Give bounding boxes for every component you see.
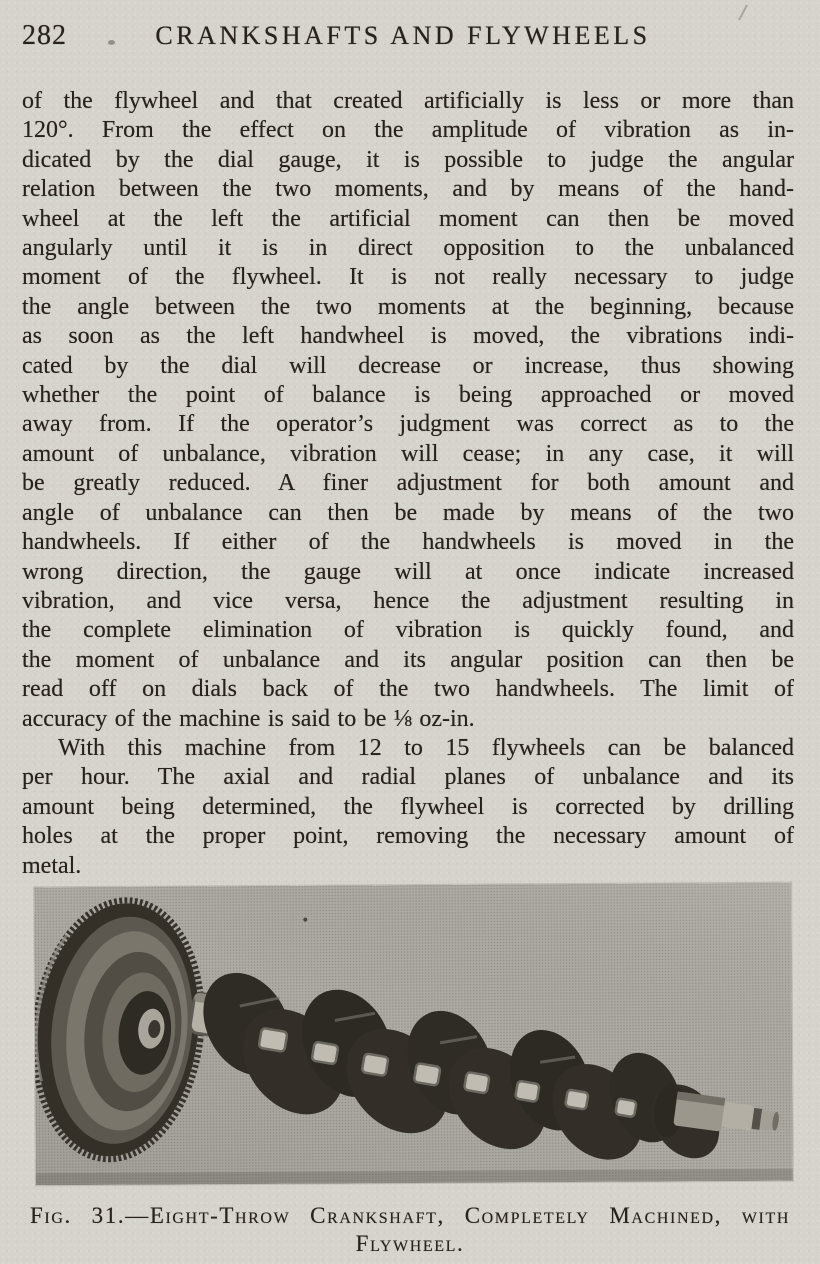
scratch-mark [738, 5, 748, 21]
text-line: amount of unbalance, vibration will cease; in any case, it will [22, 440, 794, 467]
text-line: cated by the dial will decrease or increase, thus showing [22, 352, 794, 379]
text-line: wheel at the left the artificial moment can then be moved [22, 205, 794, 232]
text-line: moment of the flywheel. It is not really necessary to judge [22, 264, 794, 291]
text-line: away from. If the operator’s judgment was correct as to the [22, 411, 794, 438]
text-line: relation between the two moments, and by means of the hand- [22, 176, 794, 203]
text-line: accuracy of the machine is said to be ⅛ oz-in. [22, 705, 475, 732]
text-line: angle of unbalance can then be made by means of the two [22, 499, 794, 526]
text-line: as soon as the left handwheel is moved, the vibrations indi- [22, 323, 794, 350]
text-line: With this machine from 12 to 15 flywheels can be balanced [58, 734, 794, 761]
text-line: handwheels. If either of the handwheels is moved in the [22, 529, 794, 556]
text-line: the moment of unbalance and its angular position can then be [22, 646, 794, 673]
body-text [0, 87, 820, 881]
text-line: dicated by the dial gauge, it is possible to judge the angular [22, 146, 794, 173]
text-line: the angle between the two moments at the beginning, because [22, 293, 794, 320]
text-line: wrong direction, the gauge will at once indicate increased [22, 558, 794, 585]
page-number: 282 [22, 20, 67, 51]
text-line: vibration, and vice versa, hence the adjustment resulting in [22, 587, 794, 614]
text-line: whether the point of balance is being approached or moved [22, 382, 794, 409]
text-line: angularly until it is in direct opposition to the unbalanced [22, 235, 794, 262]
text-line: read off on dials back of the two handwheels. The limit of [22, 676, 794, 703]
text-line: metal. [22, 852, 82, 879]
text-line: of the flywheel and that created artificially is less or more than [22, 88, 794, 114]
text-line: amount being determined, the flywheel is corrected by drilling [22, 793, 794, 820]
text-line: the complete elimination of vibration is quickly found, and [22, 617, 794, 644]
text-line: 120°. From the effect on the amplitude of vibration as in- [22, 117, 794, 144]
running-title: CRANKSHAFTS AND FLYWHEELS [155, 21, 651, 50]
figure-photo [34, 883, 793, 1186]
text-line: holes at the proper point, removing the necessary amount of [22, 823, 794, 850]
page-header [0, 0, 820, 56]
figure-caption-line-2: Flywheel. [355, 1230, 465, 1256]
paragraph [22, 734, 794, 881]
paragraph [22, 87, 794, 734]
figure-caption [0, 1202, 820, 1258]
ink-smudge [108, 40, 115, 45]
text-line: per hour. The axial and radial planes of unbalance and its [22, 764, 794, 791]
crankshaft-flywheel-photo [34, 883, 793, 1186]
text-line: be greatly reduced. A finer adjustment for both amount and [22, 470, 794, 497]
figure-caption-line-1: Fig. 31.—Eight-Throw Crankshaft, Completely Machined, with [30, 1202, 790, 1228]
